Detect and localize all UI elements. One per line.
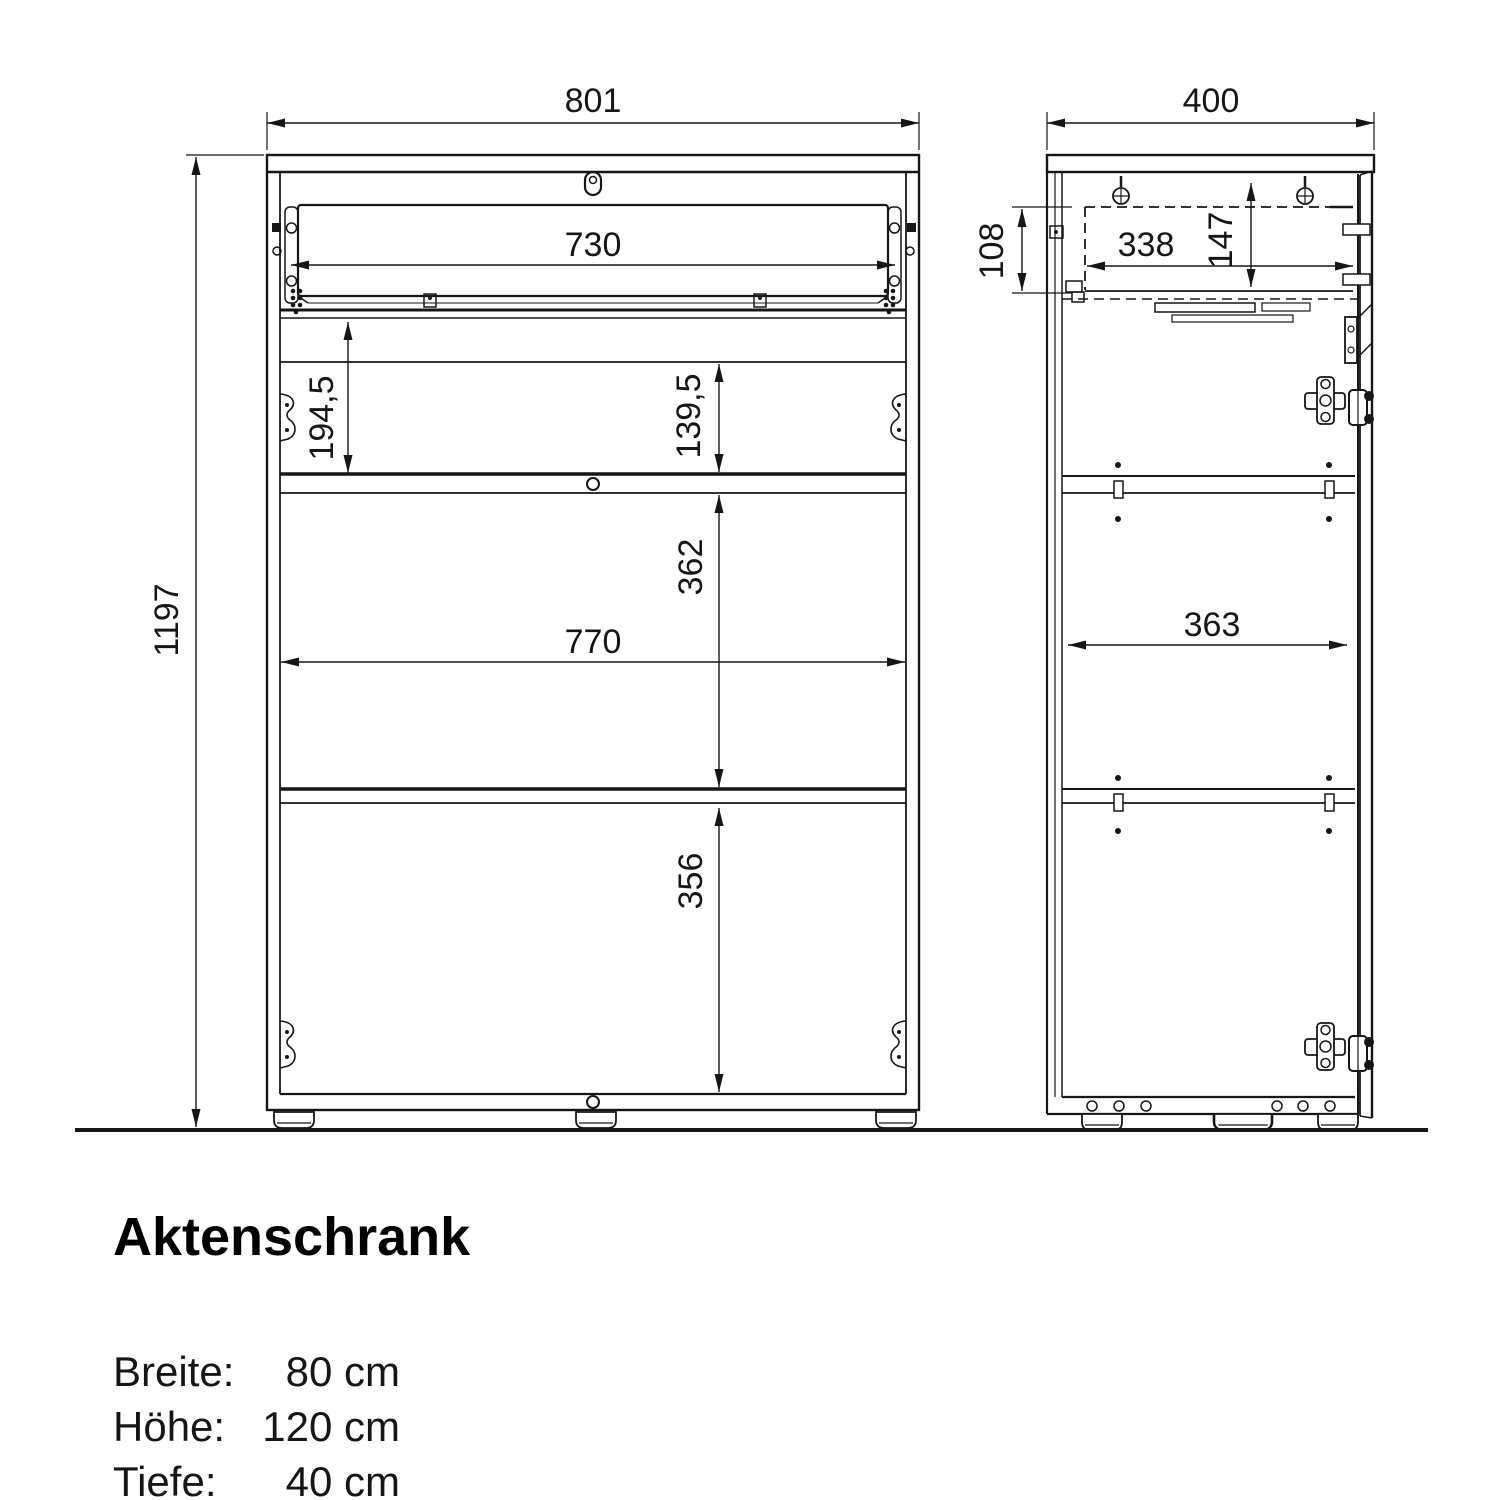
svg-text:147: 147 — [1202, 211, 1240, 269]
front-shelf-2 — [280, 789, 906, 803]
dim-drawer-inner-width — [291, 226, 895, 265]
door-mount-plate — [1345, 317, 1357, 363]
lock-keyhole-icon — [585, 172, 601, 195]
drawer-slide-rail — [1155, 303, 1255, 312]
side-shelf-1 — [1062, 462, 1355, 522]
hinge-icon — [891, 1021, 906, 1068]
drawer-front-bracket — [1343, 274, 1370, 285]
svg-text:363: 363 — [1183, 606, 1241, 644]
svg-text:108: 108 — [973, 222, 1011, 280]
hinge-side-icon — [1305, 1023, 1374, 1071]
top-screw-icon — [1297, 176, 1313, 204]
front-view-dimensions — [148, 82, 919, 1127]
svg-text:338: 338 — [1117, 226, 1175, 264]
drawer-front-bracket — [1343, 224, 1370, 235]
svg-text:139,5: 139,5 — [670, 373, 708, 459]
shelf-pin-hole — [587, 478, 599, 490]
dim-front-width — [267, 82, 919, 150]
drawer-left-rail — [285, 207, 298, 303]
svg-text:194,5: 194,5 — [303, 375, 341, 461]
spec-label: Tiefe: — [113, 1458, 217, 1500]
svg-text:770: 770 — [564, 623, 622, 661]
svg-text:730: 730 — [564, 226, 622, 264]
shelf-pin — [1114, 481, 1123, 498]
drawer-right-rail — [888, 207, 901, 303]
dim-shelf-section — [672, 495, 719, 787]
side-shelf-2 — [1062, 775, 1355, 834]
side-top-panel — [1047, 155, 1374, 172]
cabinet-foot — [1214, 1114, 1272, 1130]
spec-row — [113, 1458, 400, 1500]
spec-value: 40 cm — [285, 1458, 400, 1500]
page-title: Aktenschrank — [113, 1207, 471, 1267]
cabinet-foot — [876, 1112, 916, 1128]
hinge-icon — [280, 394, 295, 441]
side-view-dimensions — [973, 82, 1374, 645]
cabinet-foot — [1082, 1114, 1122, 1130]
dim-shelf-depth — [1068, 606, 1347, 645]
cabinet-foot — [576, 1112, 616, 1128]
svg-text:362: 362 — [672, 538, 710, 596]
svg-text:801: 801 — [564, 82, 622, 120]
shelf-pin — [1325, 794, 1334, 811]
top-screw-icon — [1113, 176, 1129, 204]
hinge-side-icon — [1305, 377, 1374, 425]
dim-drawer-inner-height — [1202, 183, 1251, 287]
dim-divider-to-shelf — [670, 364, 719, 472]
front-shelf-1 — [280, 474, 906, 493]
dim-drawer-top-offset — [973, 207, 1072, 293]
caption — [113, 1207, 471, 1500]
svg-text:1197: 1197 — [148, 583, 186, 657]
shelf-pin — [1325, 481, 1334, 498]
hinge-icon — [280, 1021, 295, 1068]
dim-drawer-to-shelf — [303, 322, 348, 473]
spec-label: Breite: — [113, 1348, 235, 1395]
spec-row — [113, 1348, 400, 1395]
dim-front-height — [148, 155, 264, 1127]
side-bottom-panel — [1047, 1097, 1358, 1114]
svg-text:356: 356 — [672, 852, 710, 910]
bottom-pin-hole — [587, 1096, 599, 1108]
hinge-icon — [891, 394, 906, 441]
spec-row — [113, 1403, 400, 1450]
cabinet-foot — [1318, 1114, 1358, 1130]
side-door — [1358, 171, 1372, 1118]
dim-inner-width — [281, 623, 905, 662]
spec-value: 120 cm — [262, 1403, 400, 1450]
dim-depth — [1047, 82, 1374, 150]
dim-bottom-section — [672, 808, 719, 1092]
spec-value: 80 cm — [285, 1348, 400, 1395]
svg-text:400: 400 — [1182, 82, 1240, 120]
spec-label: Höhe: — [113, 1403, 226, 1450]
shelf-pin — [1114, 794, 1123, 811]
cabinet-foot — [274, 1112, 314, 1128]
